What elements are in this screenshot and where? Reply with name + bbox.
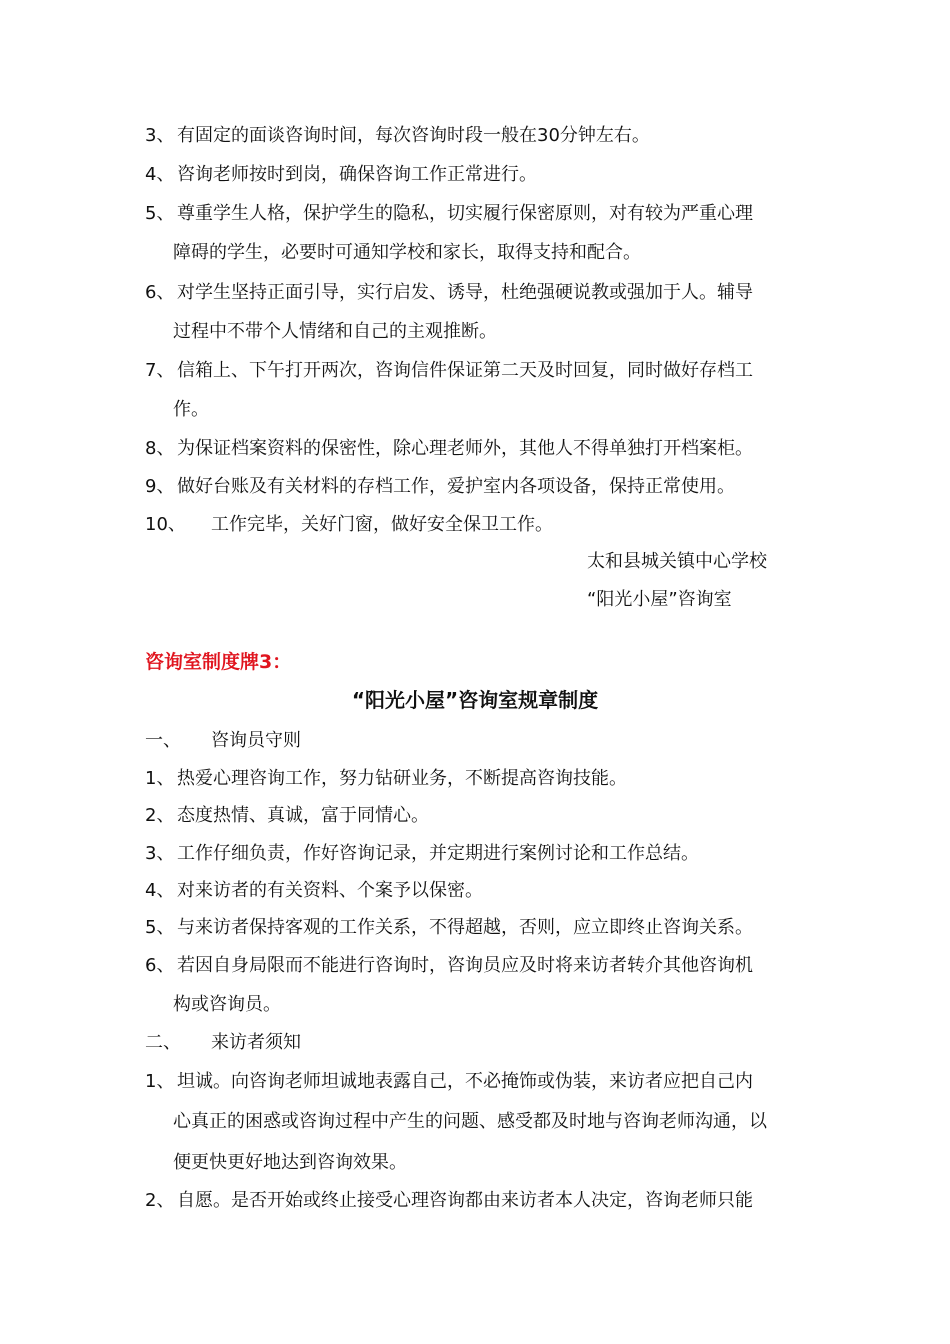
list-item [145,804,429,828]
item-text: 坦诚。向咨询老师坦诚地表露自己，不必掩饰或伪装，来访者应把自己内 [177,1071,753,1092]
item-number: 8、 [145,438,175,459]
list-item [145,916,753,940]
item-number: 1、 [145,1071,175,1092]
section-heading [145,1031,301,1055]
list-item [145,475,735,499]
item-continuation: 心真正的困惑或咨询过程中产生的问题、感受都及时地与咨询老师沟通，以 [173,1111,767,1132]
item-number: 2、 [145,1190,175,1211]
item-text: 为保证档案资料的保密性，除心理老师外，其他人不得单独打开档案柜。 [177,438,753,459]
section-heading [145,729,301,753]
item-text: 与来访者保持客观的工作关系，不得超越，否则，应立即终止咨询关系。 [177,917,753,938]
item-text: 工作仔细负责，作好咨询记录，并定期进行案例讨论和工作总结。 [177,843,699,864]
list-item [145,879,483,903]
signature-room: “阳光小屋”咨询室 [587,589,732,610]
list-item [145,842,699,866]
item-continuation: 作。 [173,399,209,420]
list-item [145,437,753,461]
board-heading: 咨询室制度牌3： [145,651,292,673]
item-text: 信箱上、下午打开两次，咨询信件保证第二天及时回复，同时做好存档工 [177,360,753,381]
item-continuation: 构或咨询员。 [173,994,281,1015]
item-text: 态度热情、真诚，富于同情心。 [177,805,429,826]
section-number: 一、 [145,730,181,751]
list-item [145,767,627,791]
item-text: 有固定的面谈咨询时间，每次咨询时段一般在30分钟左右。 [177,125,650,146]
item-number: 7、 [145,360,175,381]
item-text: 工作完毕，关好门窗，做好安全保卫工作。 [211,514,553,535]
item-text: 咨询老师按时到岗，确保咨询工作正常进行。 [177,164,537,185]
item-continuation: 便更快更好地达到咨询效果。 [173,1152,407,1173]
item-text: 尊重学生人格，保护学生的隐私，切实履行保密原则，对有较为严重心理 [177,203,753,224]
section-title: 来访者须知 [211,1032,301,1053]
list-item [145,1189,753,1213]
item-number: 2、 [145,805,175,826]
item-number: 6、 [145,955,175,976]
section-title: 咨询员守则 [211,730,301,751]
list-item [145,281,753,305]
item-number: 6、 [145,282,175,303]
item-number: 1、 [145,768,175,789]
list-item [145,163,537,187]
item-number: 4、 [145,880,175,901]
item-number: 3、 [145,125,175,146]
list-item [145,954,753,978]
section-number: 二、 [145,1032,181,1053]
signature-school: 太和县城关镇中心学校 [587,551,767,572]
item-number: 10、 [145,514,186,535]
item-text: 热爱心理咨询工作，努力钻研业务，不断提高咨询技能。 [177,768,627,789]
list-item [145,513,553,537]
page-title: “阳光小屋”咨询室规章制度 [351,688,599,712]
list-item [145,1070,753,1094]
list-item [145,202,753,226]
item-continuation: 障碍的学生，必要时可通知学校和家长，取得支持和配合。 [173,242,641,263]
item-number: 3、 [145,843,175,864]
item-text: 对来访者的有关资料、个案予以保密。 [177,880,483,901]
list-item [145,359,753,383]
item-number: 5、 [145,203,175,224]
item-number: 4、 [145,164,175,185]
list-item [145,124,650,148]
item-text: 做好台账及有关材料的存档工作，爱护室内各项设备，保持正常使用。 [177,476,735,497]
item-text: 自愿。是否开始或终止接受心理咨询都由来访者本人决定，咨询老师只能 [177,1190,753,1211]
item-text: 若因自身局限而不能进行咨询时，咨询员应及时将来访者转介其他咨询机 [177,955,753,976]
item-text: 对学生坚持正面引导，实行启发、诱导，杜绝强硬说教或强加于人。辅导 [177,282,753,303]
item-number: 9、 [145,476,175,497]
item-continuation: 过程中不带个人情绪和自己的主观推断。 [173,321,497,342]
item-number: 5、 [145,917,175,938]
